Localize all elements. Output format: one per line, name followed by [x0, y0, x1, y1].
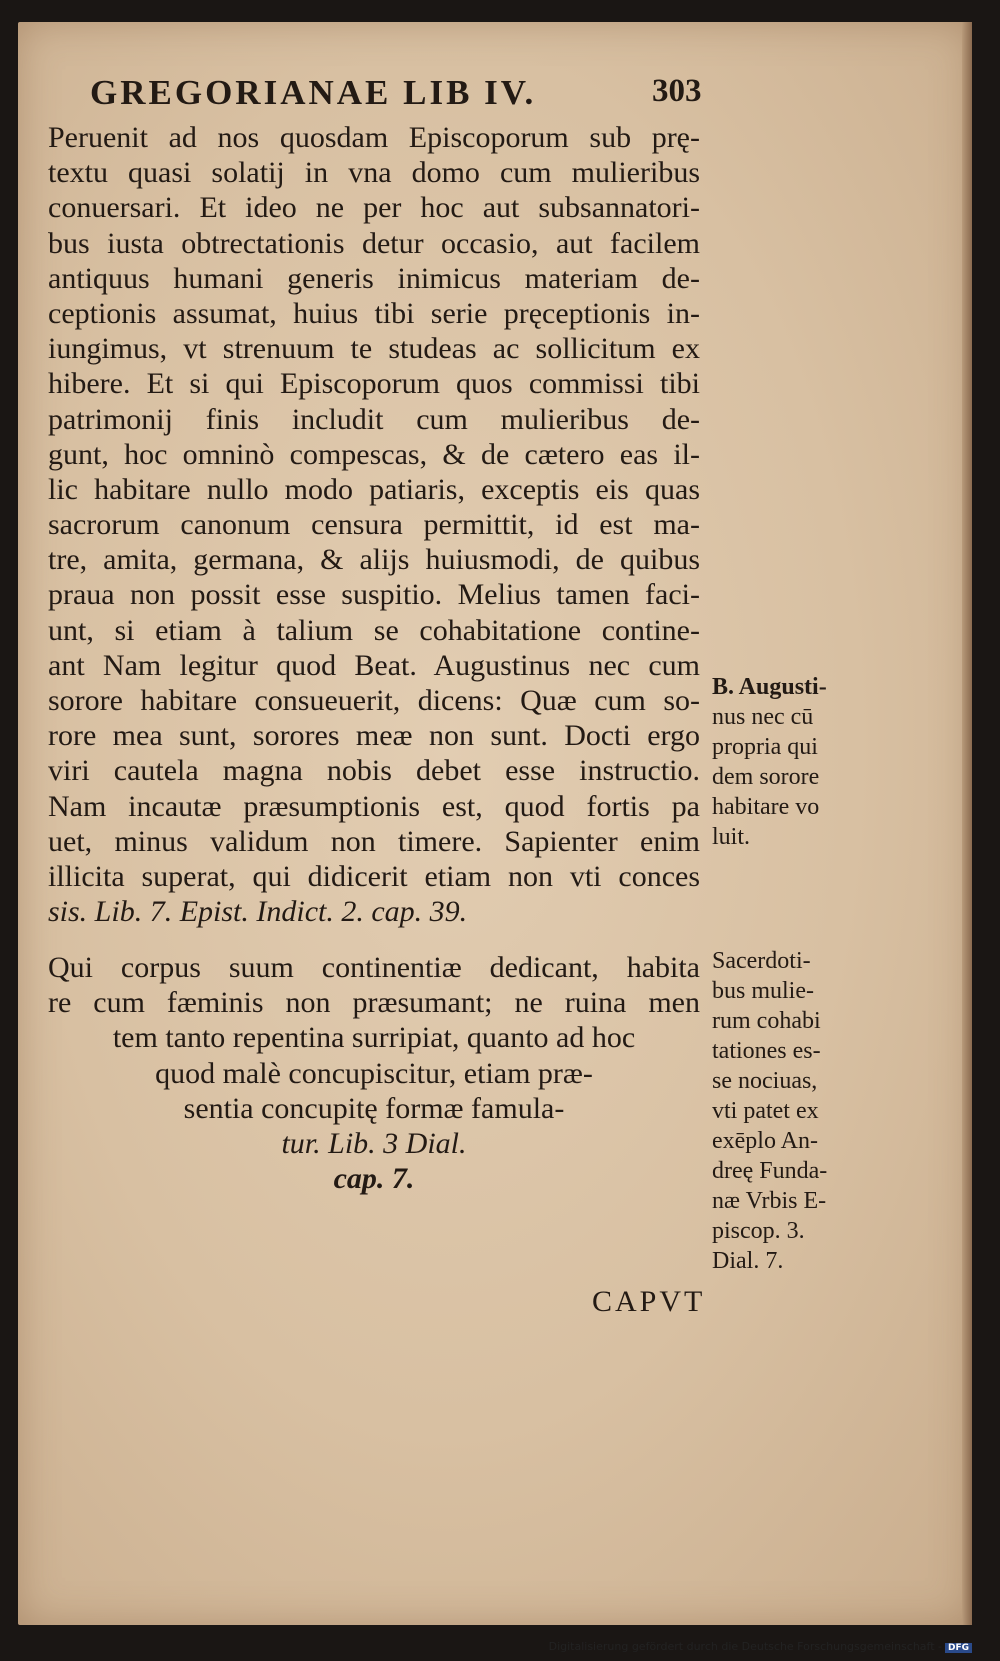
margin-note-line: dreę Funda-	[712, 1158, 828, 1184]
text-line: praua non possit esse suspitio. Melius tamen faci-	[48, 578, 700, 612]
margin-note-line: exēplo An-	[712, 1128, 818, 1154]
text-line: sentia concupitę formæ famula-	[183, 1091, 565, 1125]
margin-note-line: luit.	[712, 824, 751, 850]
page-edge	[962, 22, 972, 1625]
text-line: Qui corpus suum continentiæ dedicant, habita	[48, 951, 700, 984]
text-line: re cum fæminis non præsumant; ne ruina men	[48, 986, 700, 1020]
paragraph-1	[48, 120, 700, 929]
text-line: textu quasi solatij in vna domo cum mulieribus	[48, 156, 700, 190]
page-header	[60, 65, 710, 115]
text-line: bus iusta obtrectationis detur occasio, aut facilem	[48, 226, 700, 260]
text-line: Nam incautæ præsumptionis est, quod fortis pa	[48, 789, 700, 823]
main-text	[48, 120, 700, 1196]
digitization-credit	[549, 1640, 972, 1653]
margin-note-line: nus nec cū	[712, 704, 814, 730]
text-line: ant Nam legitur quod Beat. Augustinus nec cum	[48, 648, 700, 682]
margin-note-sacerdotibus	[712, 946, 872, 1276]
text-line: tre, amita, germana, & alijs huiusmodi, de quibus	[48, 543, 700, 577]
text-line: uet, minus validum non timere. Sapienter enim	[48, 824, 700, 858]
credit-text: Digitalisierung gefördert durch die Deutsche Forschungsgemeinschaft -	[548, 1640, 942, 1653]
text-line: ceptionis assumat, huius tibi serie pręceptionis in-	[48, 296, 700, 330]
margin-note-line: rum cohabi	[712, 1008, 821, 1034]
citation-line: tur. Lib. 3 Dial.	[281, 1126, 467, 1160]
text-line: sorore habitare consueuerit, dicens: Quæ cum so-	[48, 684, 700, 717]
text-line: illicita superat, qui didicerit etiam non vti conces	[48, 859, 700, 893]
text-line: conuersari. Et ideo ne per hoc aut subsannatori-	[48, 191, 700, 225]
margin-note-line: B. Augusti-	[712, 674, 827, 700]
citation-line: cap. 7.	[333, 1162, 415, 1196]
margin-note-line: bus mulie-	[712, 978, 814, 1004]
margin-note-line: Dial. 7.	[712, 1248, 784, 1274]
running-title: GREGORIANAE LIB IV.	[90, 73, 537, 112]
text-line: unt, si etiam à talium se cohabitatione contine-	[48, 613, 700, 647]
text-line: antiquus humani generis inimicus materiam de-	[48, 261, 700, 295]
text-line: sacrorum canonum censura permittit, id est ma-	[48, 508, 700, 542]
margin-note-line: piscop. 3.	[712, 1218, 805, 1244]
page-number: 303	[652, 73, 702, 109]
margin-note-line: tationes es-	[712, 1038, 821, 1064]
text-line: tem tanto repentina surripiat, quanto ad hoc	[112, 1021, 636, 1055]
text-line: quod malè concupiscitur, etiam præ-	[155, 1056, 593, 1090]
text-line: viri cautela magna nobis debet esse instructio.	[48, 754, 700, 788]
text-line: Peruenit ad nos quosdam Episcoporum sub prę-	[48, 121, 700, 154]
text-line: lic habitare nullo modo patiaris, exceptis eis quas	[48, 472, 700, 506]
paragraph-2	[48, 950, 700, 1196]
text-line: patrimonij finis includit cum mulieribus de-	[48, 402, 700, 436]
text-line: iungimus, vt strenuum te studeas ac sollicitum ex	[48, 332, 700, 366]
margin-note-line: dem sorore	[712, 764, 820, 790]
margin-note-line: Sacerdoti-	[712, 948, 811, 974]
margin-note-line: vti patet ex	[712, 1098, 819, 1124]
margin-note-line: næ Vrbis E-	[712, 1188, 827, 1214]
dfg-logo-icon: DFG	[945, 1643, 972, 1653]
margin-note-line: se nociuas,	[712, 1068, 818, 1094]
margin-note-line: propria qui	[712, 734, 818, 760]
text-line: gunt, hoc omninò compescas, & de cætero eas il-	[48, 437, 700, 471]
text-line: hibere. Et si qui Episcoporum quos commissi tibi	[48, 367, 700, 401]
margin-note-augustinus	[712, 672, 872, 852]
citation-line: sis. Lib. 7. Epist. Indict. 2. cap. 39.	[48, 895, 468, 929]
catchword: CAPVT	[592, 1285, 706, 1318]
text-line: rore mea sunt, sorores meæ non sunt. Docti ergo	[48, 719, 700, 753]
margin-note-line: habitare vo	[712, 794, 820, 820]
